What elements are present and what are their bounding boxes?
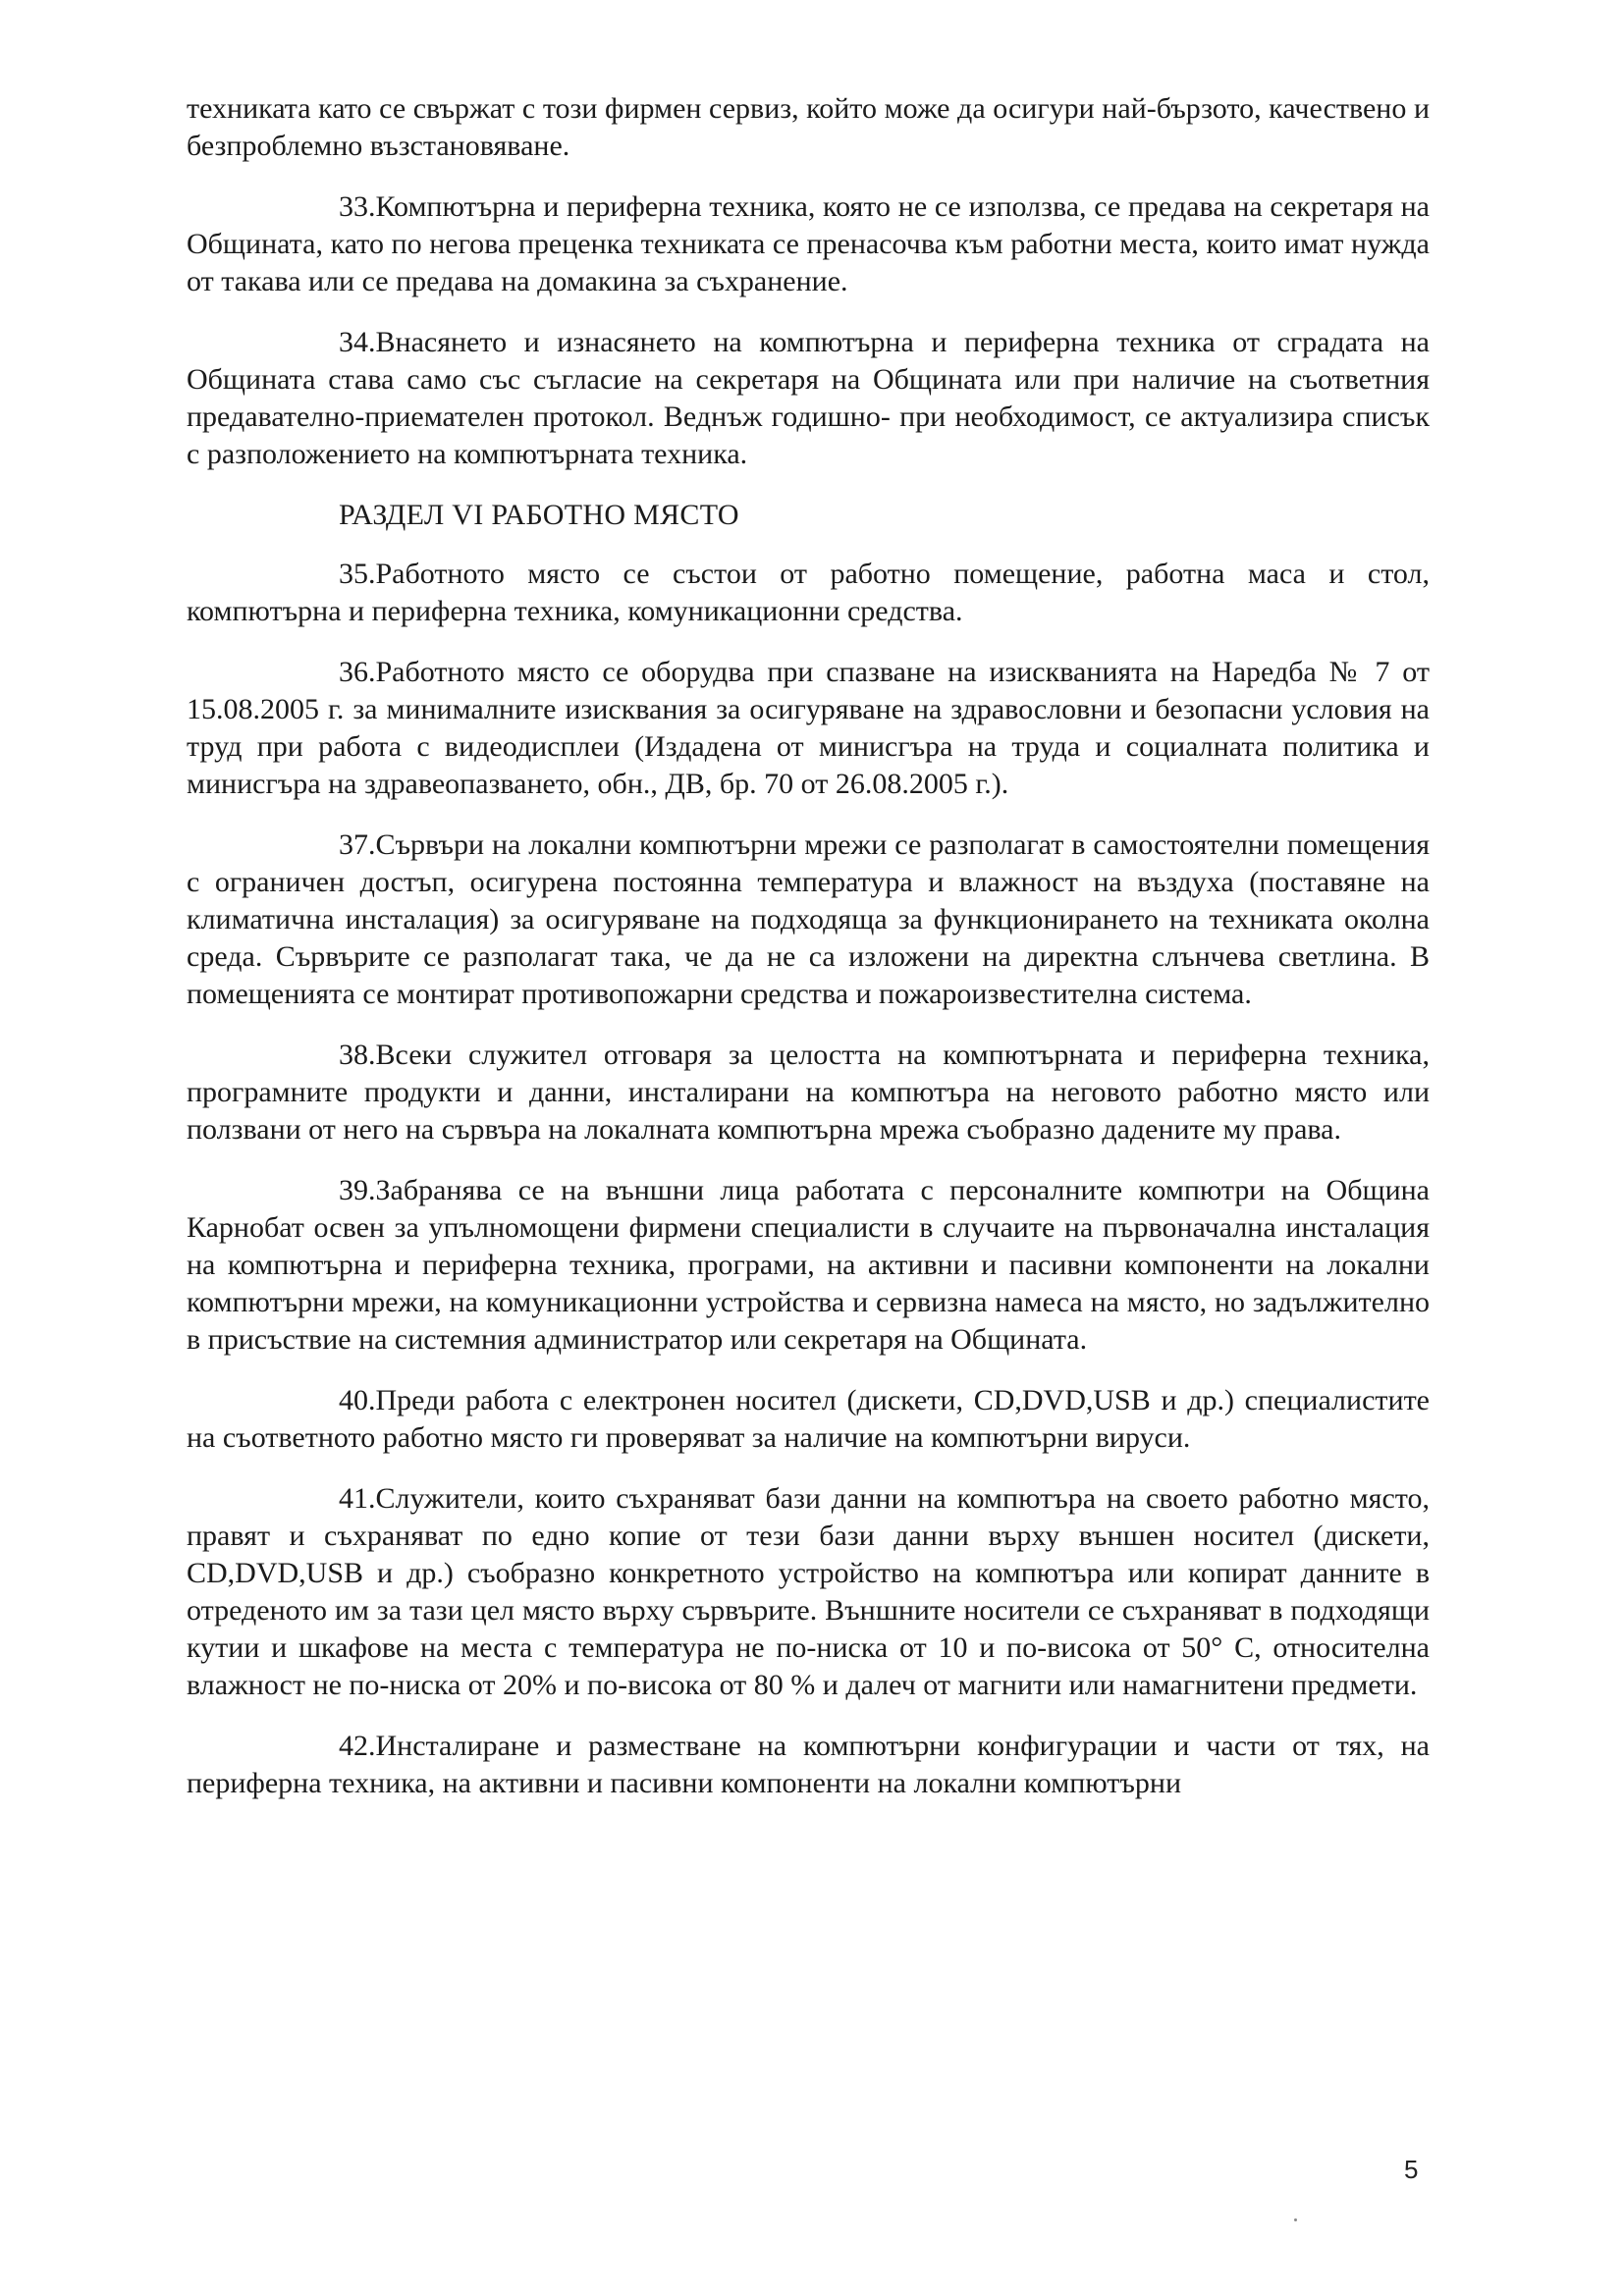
scan-speck: [1294, 2218, 1297, 2221]
paragraph-38: 38.Всеки служител отговаря за целостта на компютърната и периферна техника, програмните продукти и данни, инсталирани на компютъра на неговото работно място или ползвани от него на сървъра на локалната компютърна мрежа съобразно дадените му права.: [187, 1039, 1430, 1146]
paragraph-41: 41.Служители, които съхраняват бази данни на компютъра на своето работно място, правят и съхраняват по едно копие от тези бази данни върху външен носител (дискети, CD,DVD,USB и др.) съобразно конкретното устройство на компютъра или копират данните в отреденото им за тази цел място върху сървърите. Външните носители се съхраняват в подходящи кутии и шкафове на места с температура не по-ниска от 10 и по-висока от 50° С, относителна влажност не по-ниска от 20% и по-висока от 80 % и далеч от магнити или намагнитени предмети.: [187, 1482, 1430, 1701]
paragraph-33: 33.Компютърна и периферна техника, която не се използва, се предава на секретаря на Общината, като по негова преценка техниката се пренасочва към работни места, които имат нужда от такава или се предава на домакина за съхранение.: [187, 190, 1430, 297]
paragraph-39: 39.Забранява се на външни лица работата с персоналните компютри на Община Карнобат освен за упълномощени фирмени специалисти в случаите на първоначална инсталация на компютърна и периферна техника, програми, на активни и пасивни компоненти на локални компютърни мрежи, на комуникационни устройства и сервизна намеса на място, но задължително в присъствие на системния администратор или секретаря на Общината.: [187, 1174, 1430, 1356]
section-heading: РАЗДЕЛ VI РАБОТНО МЯСТО: [339, 499, 739, 531]
paragraph-32-continuation: техниката като се свържат с този фирмен сервиз, който може да осигури най-бързото, качествено и безпроблемно възстановяване.: [187, 92, 1430, 162]
paragraph-36: 36.Работното място се оборудва при спазване на изискванията на Наредба № 7 от 15.08.2005 г. за минималните изисквания за осигуряване на здравословни и безопасни условия на труд при работа с видеодисплеи (Издадена от минисгъра на труда и социалната политика и минисгъра на здравеопазването, обн., ДВ, бр. 70 от 26.08.2005 г.).: [187, 656, 1430, 800]
paragraph-42: 42.Инсталиране и разместване на компютърни конфигурации и части от тях, на периферна техника, на активни и пасивни компоненти на локални компютърни: [187, 1730, 1430, 1799]
paragraph-37: 37.Сървъри на локални компютърни мрежи се разполагат в самостоятелни помещения с ограничен достъп, осигурена постоянна температура и влажност на въздуха (поставяне на климатична инсталация) за осигуряване на подходяща за функционирането на техниката околна среда. Сървърите се разполагат така, че да не са изложени на директна слънчева светлина. В помещенията се монтират противопожарни средства и пожароизвестителна система.: [187, 828, 1430, 1010]
paragraph-40: 40.Преди работа с електронен носител (дискети, CD,DVD,USB и др.) специалистите на съответното работно място ги проверяват за наличие на компютърни вируси.: [187, 1384, 1430, 1454]
paragraph-34: 34.Внасянето и изнасянето на компютърна и периферна техника от сградата на Общината става само със съгласие на секретаря на Общината или при наличие на съответния предавателно-приемателен протокол. Веднъж годишно- при необходимост, се актуализира списък с разположението на компютърната техника.: [187, 326, 1430, 470]
document-body: [187, 90, 1430, 1826]
paragraph-35: 35.Работното място се състои от работно помещение, работна маса и стол, компютърна и периферна техника, комуникационни средства.: [187, 558, 1430, 627]
page-number: 5: [1404, 2155, 1419, 2184]
